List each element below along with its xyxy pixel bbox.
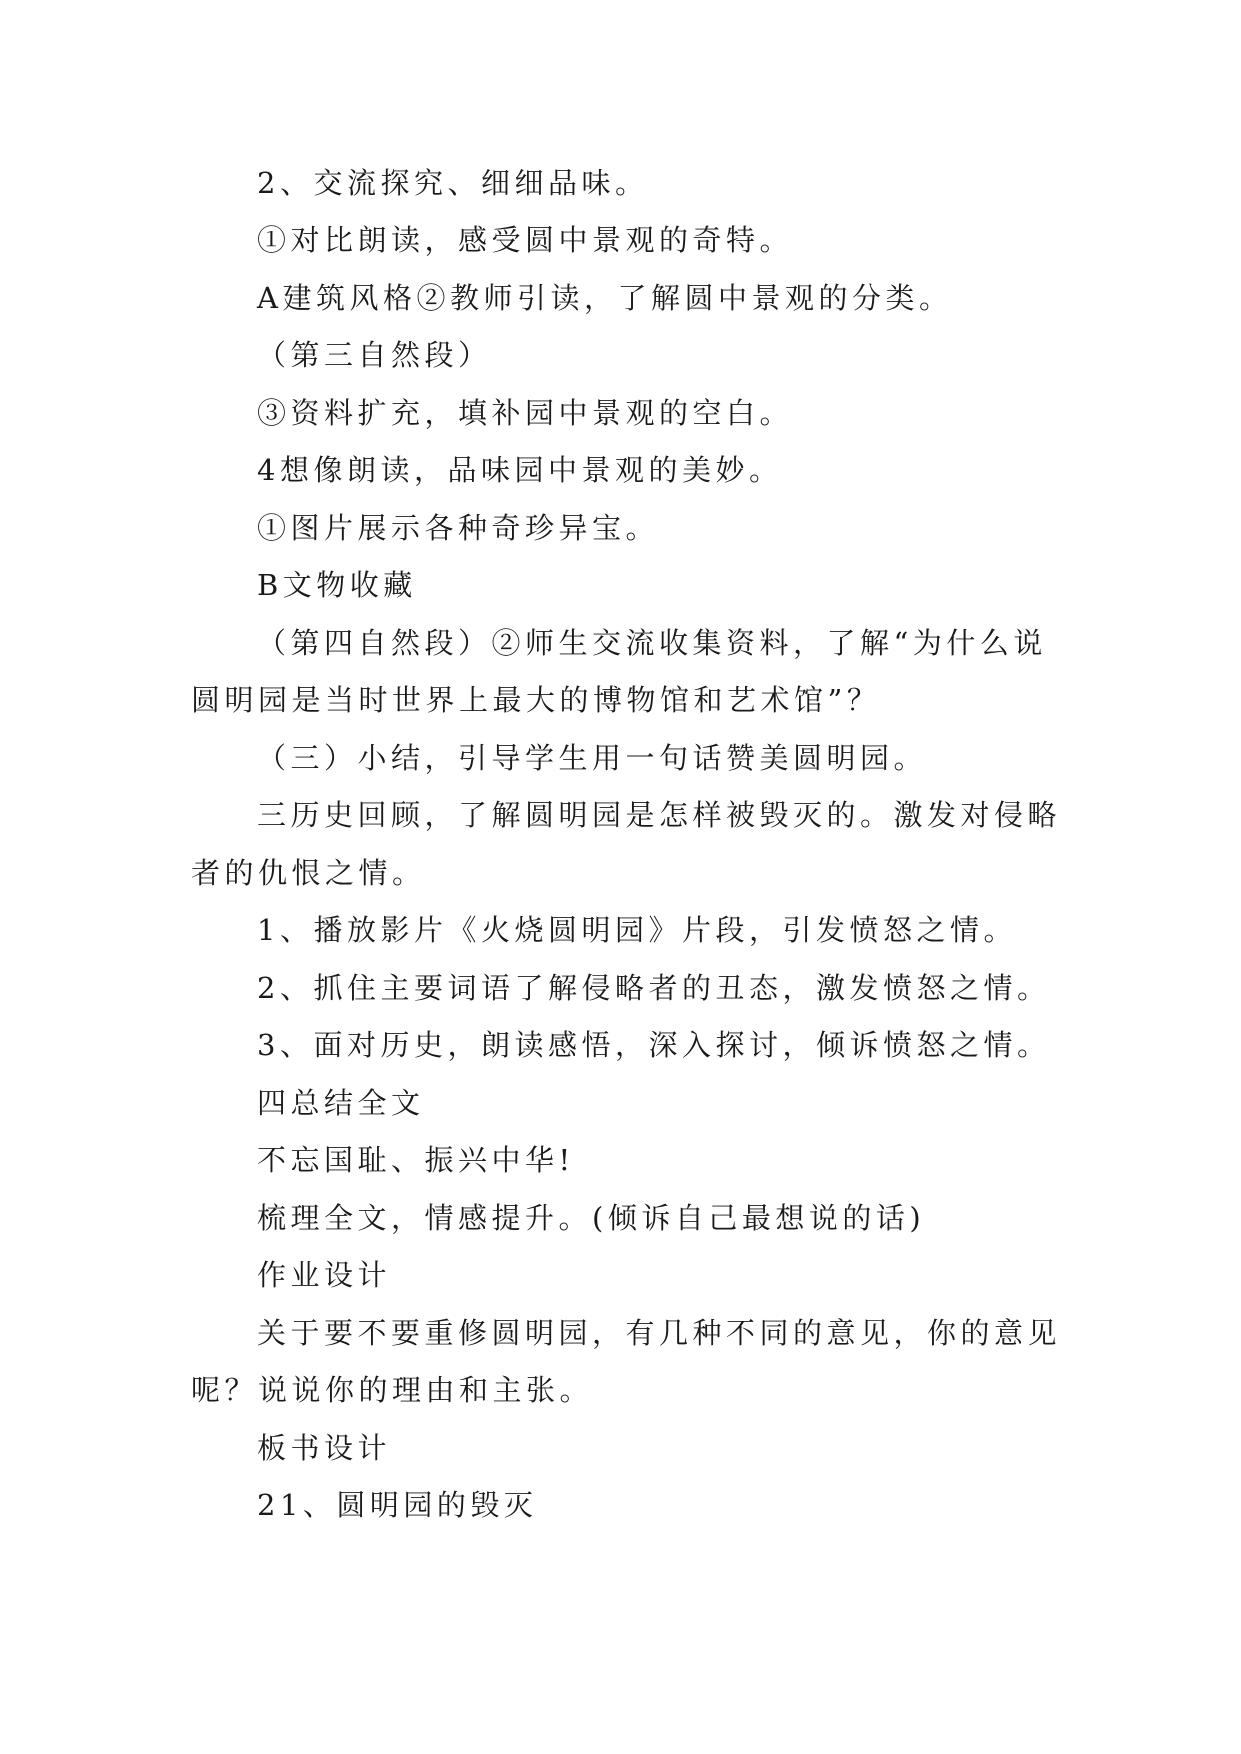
text-line: 四总结全文 [257,1086,425,1120]
text-line: ①图片展示各种奇珍异宝。 [257,511,660,545]
text-line: 圆明园是当时世界上最大的博物馆和艺术馆”？ [191,683,881,717]
text-line: A建筑风格②教师引读，了解圆中景观的分类。 [257,281,953,315]
text-line: 梳理全文，情感提升。(倾诉自己最想说的话) [257,1201,926,1235]
text-line: 2、抓住主要词语了解侵略者的丑态，激发愤怒之情。 [257,971,1051,1005]
text-line: 4想像朗读，品味园中景观的美妙。 [257,453,783,487]
text-line: 21、圆明园的毁灭 [257,1488,538,1522]
text-line: ③资料扩充，填补园中景观的空白。 [257,396,794,430]
text-line: 作业设计 [257,1258,392,1292]
text-line: 关于要不要重修圆明园，有几种不同的意见，你的意见 [257,1316,1062,1350]
text-line: 者的仇恨之情。 [191,856,426,890]
text-line: 板书设计 [257,1431,392,1465]
text-line: （三）小结，引导学生用一句话赞美圆明园。 [257,741,928,775]
text-line: （第三自然段） [257,338,492,372]
text-line: （第四自然段）②师生交流收集资料，了解“为什么说 [257,626,1047,660]
text-line: 三历史回顾，了解圆明园是怎样被毁灭的。激发对侵略 [257,798,1062,832]
text-line: B文物收藏 [257,568,417,602]
text-line: 不忘国耻、振兴中华! [257,1143,575,1177]
text-line: ①对比朗读，感受圆中景观的奇特。 [257,223,794,257]
text-line: 1、播放影片《火烧圆明园》片段，引发愤怒之情。 [257,913,1017,947]
text-line: 呢？说说你的理由和主张。 [191,1373,594,1407]
text-line: 2、交流探究、细细品味。 [257,166,649,200]
text-line: 3、面对历史，朗读感悟，深入探讨，倾诉愤怒之情。 [257,1028,1051,1062]
